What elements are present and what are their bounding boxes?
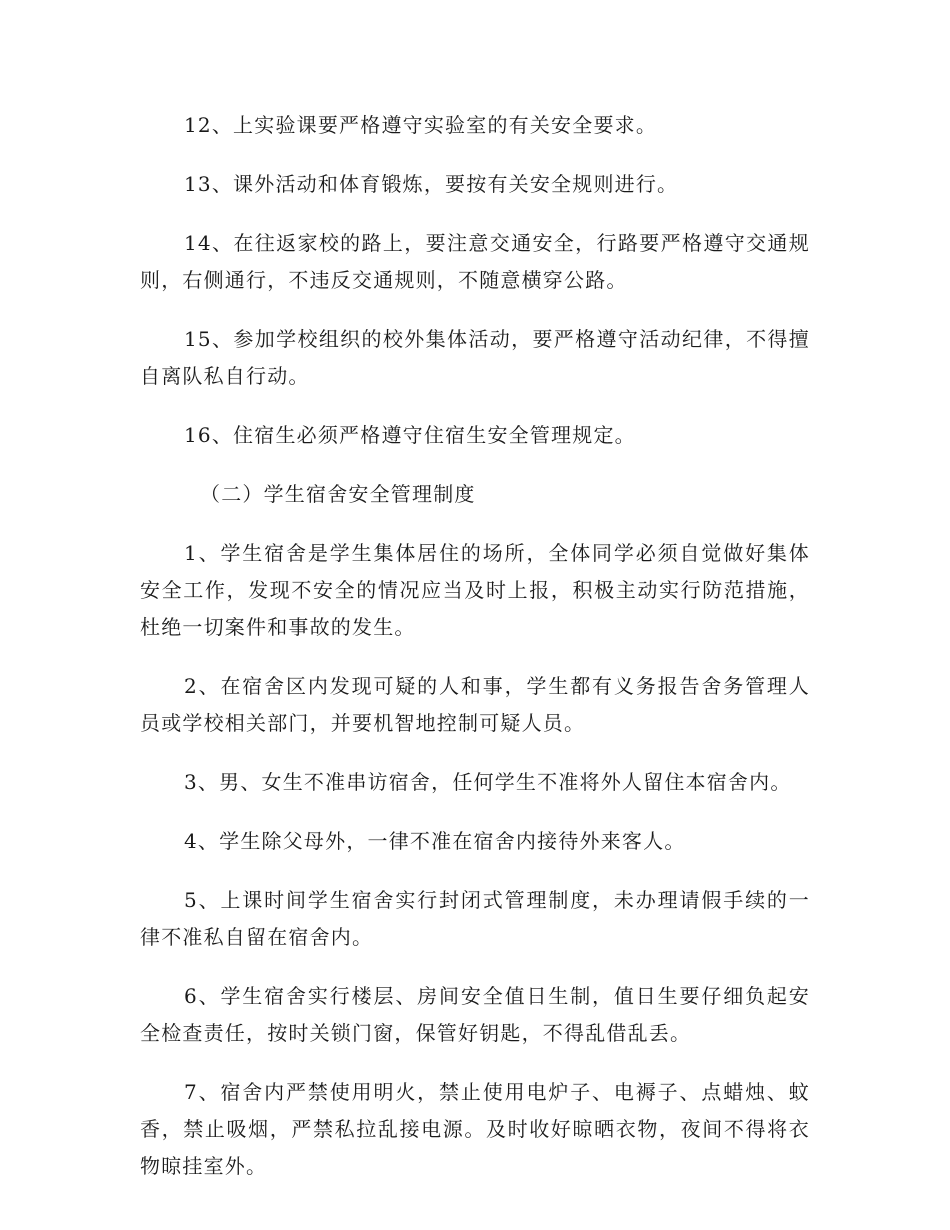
paragraph-rule-13: 13、课外活动和体育锻炼，要按有关安全规则进行。 [184,172,679,196]
paragraph-rule-16: 16、住宿生必须严格遵守住宿生安全管理规定。 [184,423,636,447]
paragraph-dorm-rule-2: 2、在宿舍区内发现可疑的人和事，学生都有义务报告舍务管理人员或学校相关部门，并要机智地控制可疑人员。 [140,674,810,735]
paragraph-rule-12: 12、上实验课要严格遵守实验室的有关安全要求。 [184,113,658,137]
paragraph-dorm-rule-5: 5、上课时间学生宿舍实行封闭式管理制度，未办理请假手续的一律不准私自留在宿舍内。 [140,888,810,949]
paragraph-dorm-rule-6: 6、学生宿舍实行楼层、房间安全值日生制，值日生要仔细负起安全检查责任，按时关锁门窗，保管好钥匙，不得乱借乱丢。 [140,984,810,1045]
section-heading: （二）学生宿舍安全管理制度 [200,482,476,506]
paragraph-dorm-rule-7: 7、宿舍内严禁使用明火，禁止使用电炉子、电褥子、点蜡烛、蚊香，禁止吸烟，严禁私拉乱接电源。及时收好晾晒衣物，夜间不得将衣物晾挂室外。 [140,1080,810,1178]
paragraph-rule-15: 15、参加学校组织的校外集体活动，要严格遵守活动纪律，不得擅自离队私自行动。 [140,327,810,388]
paragraph-dorm-rule-1: 1、学生宿舍是学生集体居住的场所，全体同学必须自觉做好集体安全工作，发现不安全的情况应当及时上报，积极主动实行防范措施，杜绝一切案件和事故的发生。 [140,541,810,639]
paragraph-dorm-rule-3: 3、男、女生不准串访宿舍，任何学生不准将外人留住本宿舍内。 [184,770,792,794]
paragraph-rule-14: 14、在往返家校的路上，要注意交通安全，行路要严格遵守交通规则，右侧通行，不违反交通规则，不随意横穿公路。 [140,231,810,292]
document-body [140,107,810,1207]
paragraph-dorm-rule-4: 4、学生除父母外，一律不准在宿舍内接待外来客人。 [184,829,686,853]
